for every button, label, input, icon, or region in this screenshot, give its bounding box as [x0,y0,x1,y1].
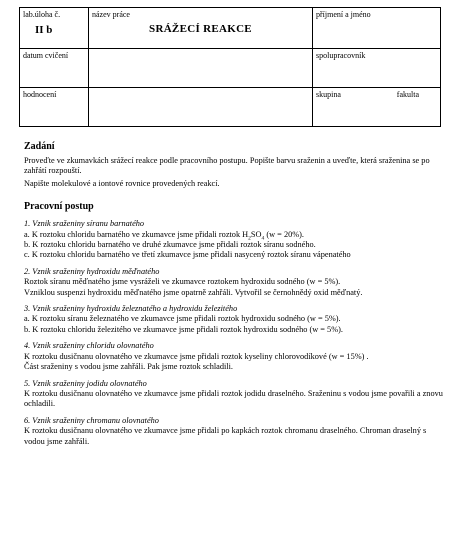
step-2-line-2: Vzniklou suspenzi hydroxidu měďnatého jsme opatrně zahřáli. Vytvořil se černohnědý oxid měďnatý. [24,287,363,297]
step-6-line-1: K roztoku dusičnanu olovnatého ve zkumavce jsme přidali po kapkách roztok chromanu draselného. Chroman draselný s vodou jsme zahřáli. [24,426,427,446]
step-3 [24,304,444,335]
task-line-1: Proveďte ve zkumavkách srážecí reakce podle pracovního postupu. Popište barvu sraženin a uveďte, která sraženina se po zahřátí rozpouští. [24,156,430,176]
task-heading: Zadání [24,141,55,152]
partner-cell [313,49,441,88]
step-1-title: 1. Vznik sraženiny síranu barnatého [24,219,145,229]
work-name-cell [89,8,313,49]
step-2-title: 2. Vznik sraženiny hydroxidu měďnatého [24,266,160,276]
step-1-b: b. K roztoku chloridu barnatého ve druhé zkumavce jsme přidali roztok síranu sodného. [24,240,316,250]
partner-label: spolupracovník [316,51,366,60]
step-5-line-1: K roztoku dusičnanu olovnatého ve zkumavce jsme přidali roztok jodidu draselného. Sraženinu s vodou jsme povařili a znovu ochladili. [24,388,443,409]
step-1-c: c. K roztoku chloridu barnatého ve třetí zkumavce jsme přidali nasycený roztok síranu vápenatého [24,250,351,260]
date-cell [20,49,89,88]
step-2 [24,267,444,298]
faculty-label: fakulta [396,90,419,99]
step-5 [24,379,444,410]
lab-task-cell [20,8,89,49]
group-label: skupina [316,90,341,99]
step-3-title: 3. Vznik sraženiny hydroxidu železnatého a hydroxidu železitého [24,304,238,314]
task-line-2: Napište molekulové a iontové rovnice provedených reakcí. [24,178,220,188]
date-value-cell [89,49,313,88]
step-3-a: a. K roztoku síranu železnatého ve zkumavce jsme přidali roztok hydroxidu sodného (w = 5%). [24,314,341,324]
grade-value-cell [89,88,313,127]
surname-label: příjmení a jméno [316,10,371,19]
step-4-title: 4. Vznik sraženiny chloridu olovnatého [24,341,154,351]
work-title: SRÁŽECÍ REAKCE [149,23,252,35]
step-1-a: a. K roztoku chloridu barnatého ve zkumavce jsme přidali roztok $H_2SO_4$ (w = 20%). [24,229,304,242]
document-body [24,141,444,447]
step-6-title: 6. Vznik sraženiny chromanu olovnatého [24,415,159,425]
grade-cell [20,88,89,127]
step-4-line-1: K roztoku dusičnanu olovnatého ve zkumavce jsme přidali roztok kyseliny chlorovodíkové (w = 15%) . [24,351,369,361]
step-4 [24,341,444,372]
step-4-line-2: Část sraženiny s vodou jsme zahřáli. Pak jsme roztok schladili. [24,362,233,372]
header-form-table [19,7,441,127]
step-1 [24,219,444,261]
step-3-b: b. K roztoku chloridu železitého ve zkumavce jsme přidali roztok hydroxidu sodného (w = 5%). [24,324,343,334]
step-6 [24,416,444,447]
work-name-label: název práce [92,10,130,19]
group-faculty-cell [313,88,441,127]
step-2-line-1: Roztok síranu měďnatého jsme vysráželi ve zkumavce roztokem hydroxidu sodného (w = 5%). [24,277,341,287]
procedure-heading: Pracovní postup [24,201,94,213]
date-label: datum cvičení [23,51,69,60]
lab-task-label: lab.úloha č. [23,10,61,19]
lab-task-number: II b [35,24,53,36]
step-5-title: 5. Vznik sraženiny jodidu olovnatého [24,378,147,388]
surname-cell [313,8,441,49]
grade-label: hodnocení [23,90,57,99]
